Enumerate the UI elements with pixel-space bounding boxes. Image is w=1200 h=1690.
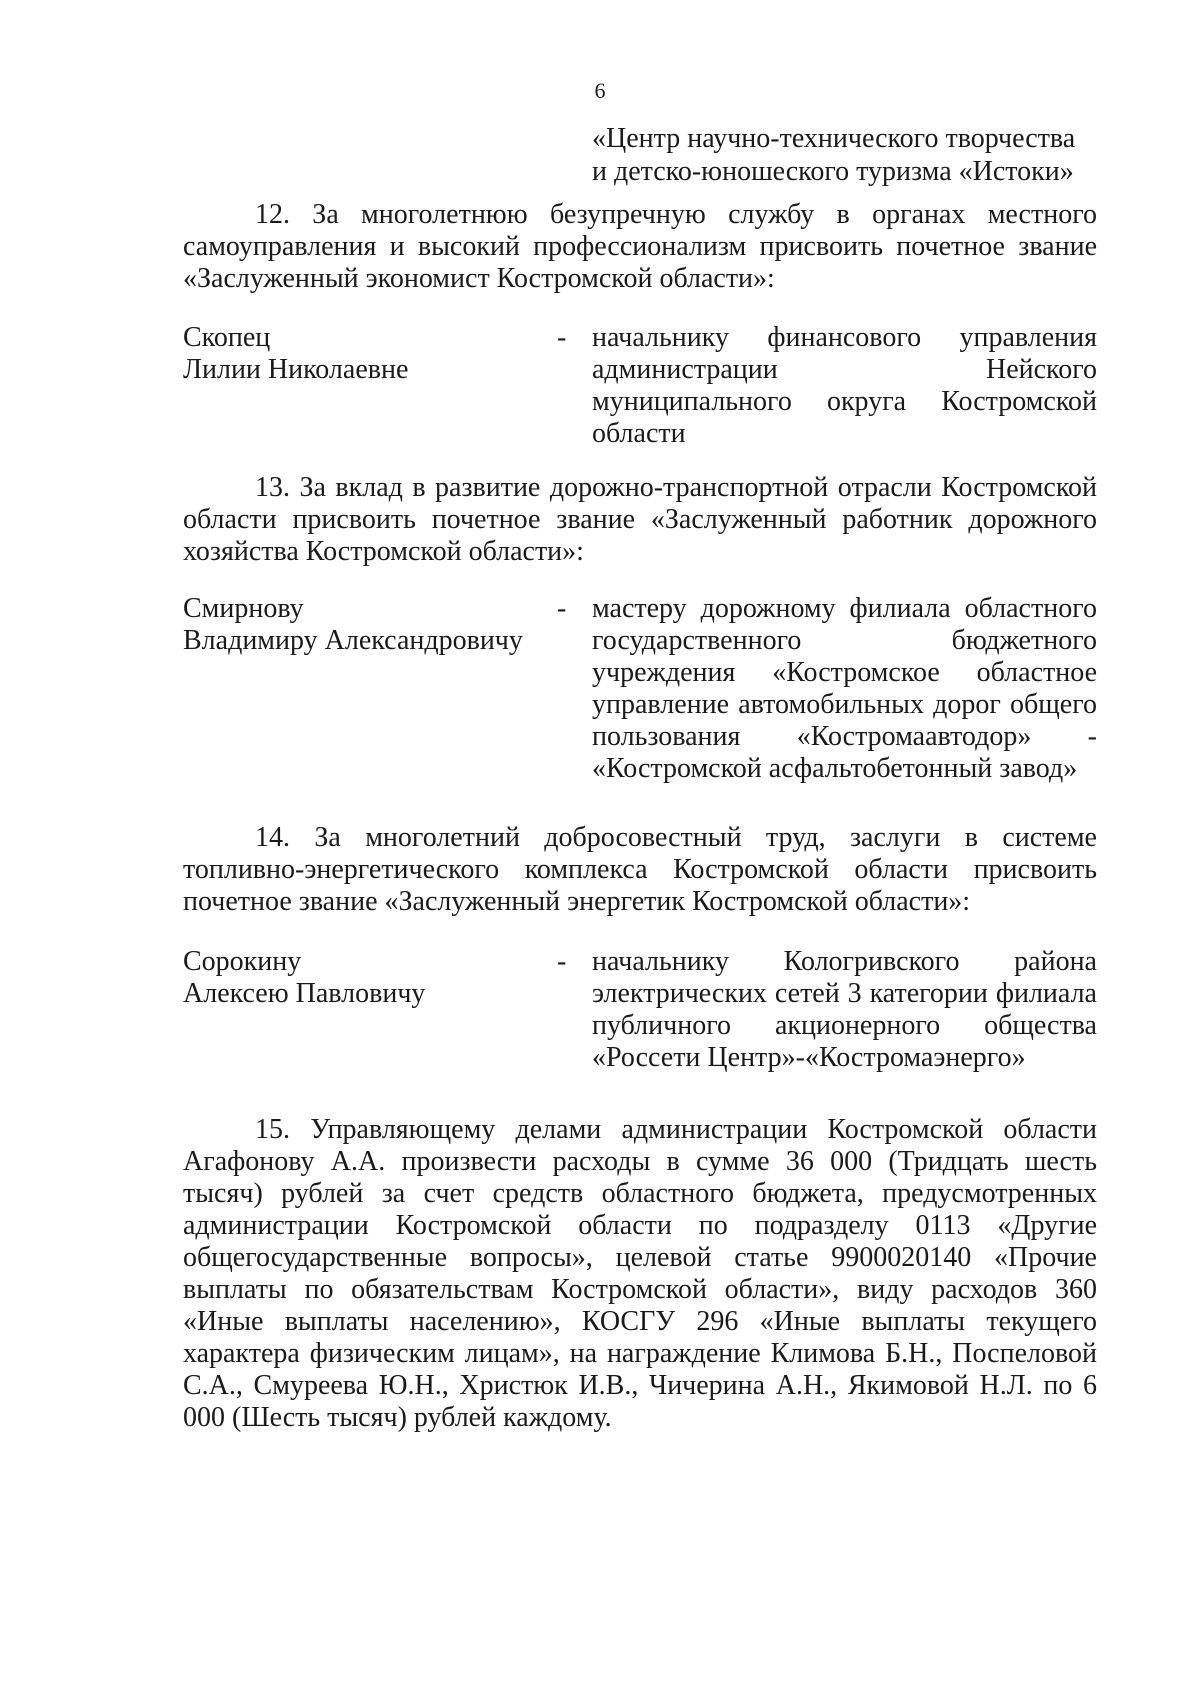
continuation-line-2: и детско-юношеского туризма «Истоки» (592, 156, 1074, 187)
paragraph-13: 13. За вклад в развитие дорожно-транспортной отрасли Костромской области присвоить почетное звание «Заслуженный работник дорожного хозяйства Костромской области»: (183, 472, 1097, 567)
paragraph-12: 12. За многолетнюю безупречную службу в органах местного самоуправления и высокий профессионализм присвоить почетное звание «Заслуженный экономист Костромской области»: (183, 199, 1097, 294)
paragraph-14: 14. За многолетний добросовестный труд, заслуги в системе топливно-энергетического комплекса Костромской области присвоить почетное звание «Заслуженный энергетик Костромской области»: (183, 822, 1097, 917)
awardee-position: мастеру дорожному филиала областного государственного бюджетного учреждения «Костромское областное управление автомобильных дорог общего пользования «Костромаавтодор» - «Костромской асфальтобетонный завод» (592, 593, 1097, 784)
awardee-name (183, 322, 543, 386)
awardee-given-name: Лилии Николаевне (183, 354, 409, 385)
awardee-position: начальнику финансового управления администрации Нейского муниципального округа Костромской области (592, 322, 1097, 449)
awardee-name (183, 946, 543, 1010)
awardee-surname: Скопец (183, 322, 271, 353)
paragraph-15: 15. Управляющему делами администрации Костромской области Агафонову А.А. произвести расходы в сумме 36 000 (Тридцать шесть тысяч) рублей за счет средств областного бюджета, предусмотренных администрации Костромской области по подразделу 0113 «Другие общегосударственные вопросы», целевой статье 9900020140 «Прочие выплаты по обязательствам Костромской области», виду расходов 360 «Иные выплаты населению», КОСГУ 296 «Иные выплаты текущего характера физическим лицам», на награждение Климова Б.Н., Поспеловой С.А., Смуреева Ю.Н., Христюк И.В., Чичерина А.Н., Якимовой Н.Л. по 6 000 (Шесть тысяч) рублей каждому. (183, 1114, 1097, 1433)
awardee-position: начальнику Кологривского района электрических сетей 3 категории филиала публичного акционерного общества «Россети Центр»-«Костромаэнерго» (592, 946, 1097, 1073)
awardee-surname: Сорокину (183, 946, 302, 977)
separator-dash: - (557, 593, 567, 624)
awardee-given-name: Владимиру Александровичу (183, 625, 523, 656)
continuation-line-1: «Центр научно-технического творчества (592, 123, 1076, 154)
awardee-given-name: Алексею Павловичу (183, 978, 426, 1009)
separator-dash: - (557, 946, 567, 977)
separator-dash: - (557, 322, 567, 353)
awardee-name (183, 593, 543, 657)
previous-item-continuation (592, 122, 1092, 188)
page-number: 6 (594, 78, 606, 103)
awardee-surname: Смирнову (183, 593, 304, 624)
